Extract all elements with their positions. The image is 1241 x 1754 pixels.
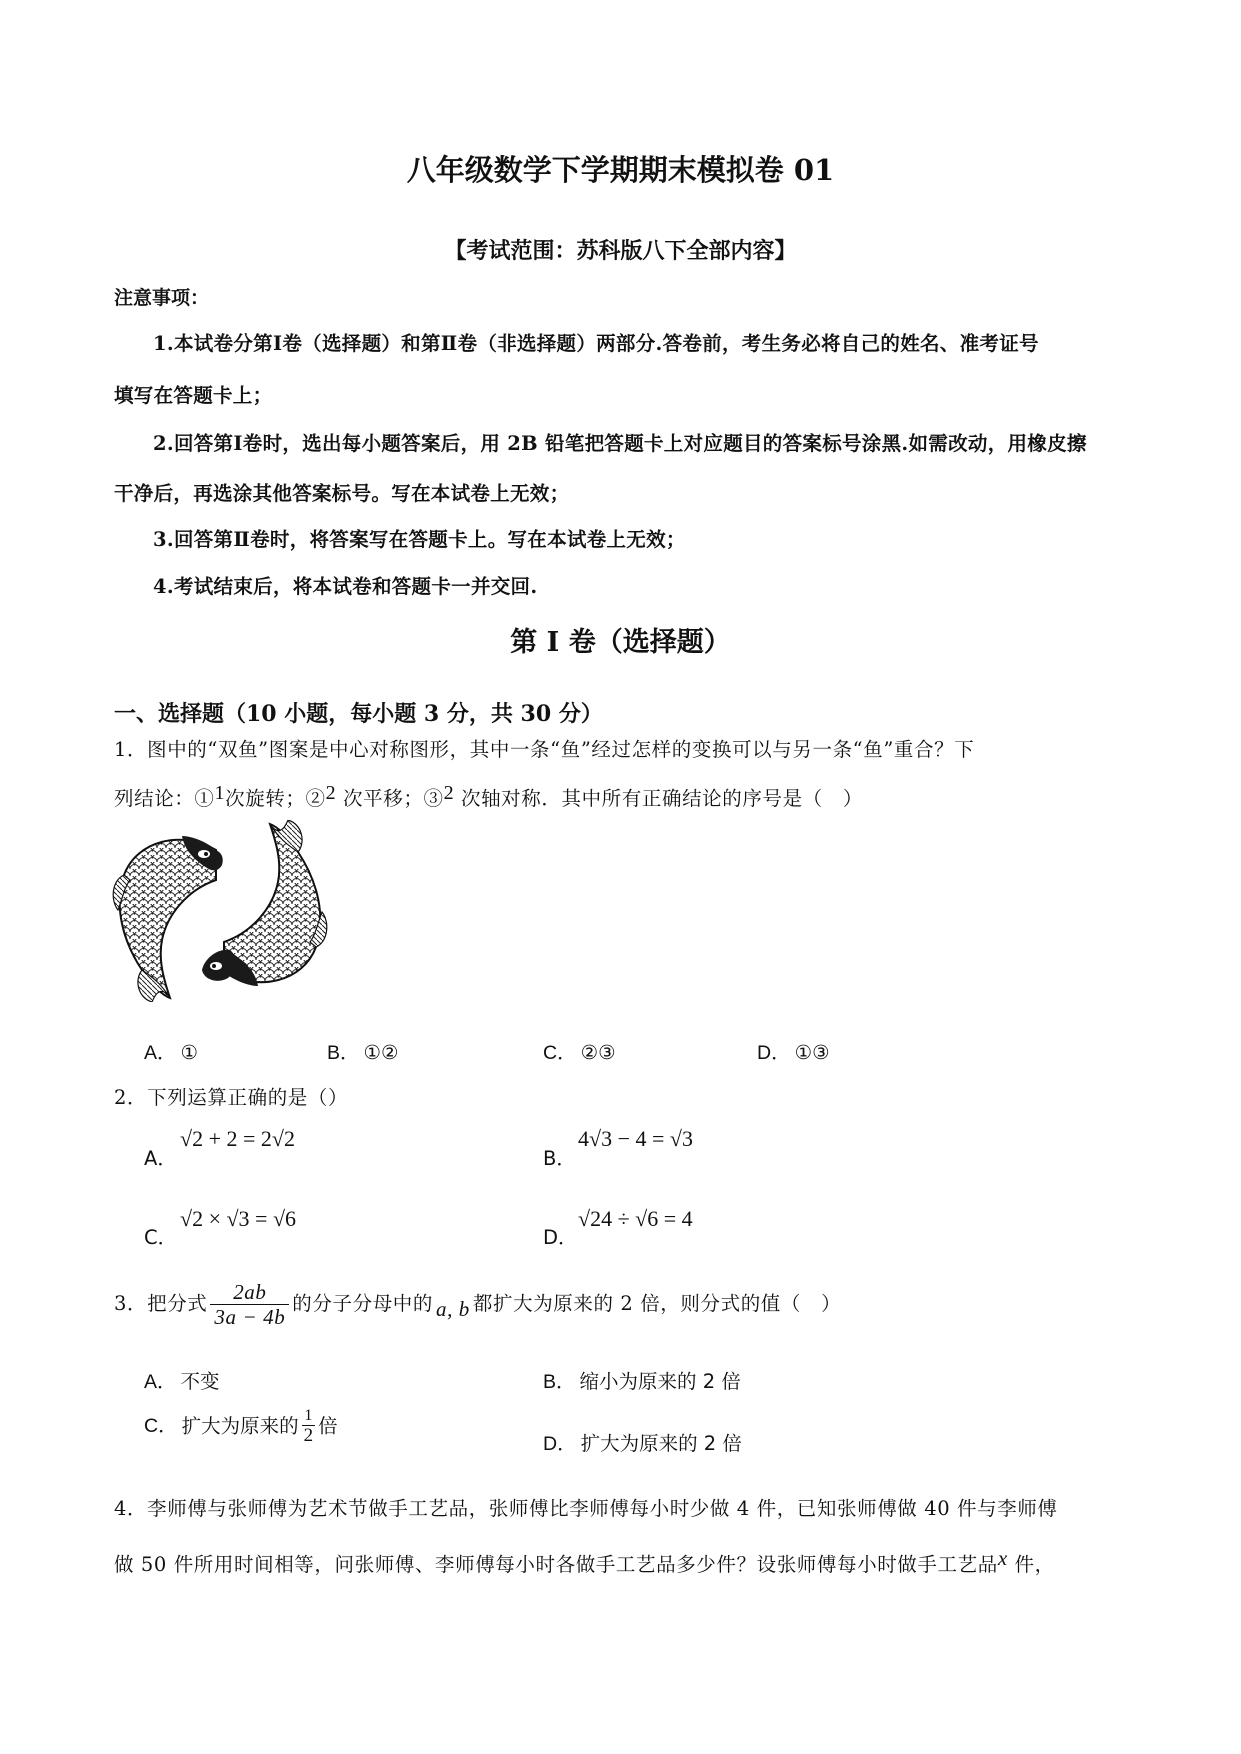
notice-item-1-cont: 填写在答题卡上； xyxy=(114,384,273,407)
notice-label: 注意事项： xyxy=(114,287,210,309)
q3-option-b[interactable]: B． 缩小为原来的 2 倍 xyxy=(543,1370,741,1393)
notice-item-2: 2.回答第Ⅰ卷时，选出每小题答案后，用 2B 铅笔把答题卡上对应题目的答案标号涂黑.如需改动，用橡皮擦 xyxy=(153,432,1087,455)
q3-option-c-fraction: $\frac{1}{2}$ xyxy=(303,1407,314,1446)
q3-fraction: $\frac{2ab}{3a - 4b}$ xyxy=(210,1280,289,1329)
section-title: 第 I 卷（选择题） xyxy=(510,627,731,658)
notice-item-3: 3.回答第Ⅱ卷时，将答案写在答题卡上。写在本试卷上无效； xyxy=(153,528,686,551)
q3-stem: 3．把分式 $\frac{2ab}{3a - 4b}$ 的分子分母中的 a, b 都扩大为原来的 2 倍，则分式的值（ ） xyxy=(114,1280,842,1330)
part-heading: 一、选择题（10 小题，每小题 3 分，共 30 分） xyxy=(114,701,603,727)
q2-option-c-letter[interactable]: C． xyxy=(144,1226,178,1249)
q1-option-a[interactable]: A． ① xyxy=(144,1041,198,1064)
exam-scope: 【考试范围：苏科版八下全部内容】 xyxy=(444,238,797,264)
q2-option-d-letter[interactable]: D． xyxy=(543,1226,578,1249)
q3-option-d[interactable]: D． 扩大为原来的 2 倍 xyxy=(543,1432,742,1455)
page-title: 八年级数学下学期期末模拟卷 01 xyxy=(406,153,835,187)
q2-option-b-expr: 4√3 − 4 = √3 xyxy=(578,1126,693,1151)
fish-lower-right xyxy=(202,820,327,986)
q2-option-a-letter[interactable]: A． xyxy=(144,1147,177,1170)
twin-fish-figure xyxy=(112,820,328,1002)
q1-option-b[interactable]: B． ①② xyxy=(327,1041,399,1064)
q2-option-b-letter[interactable]: B． xyxy=(543,1147,576,1170)
notice-item-1: 1.本试卷分第Ⅰ卷（选择题）和第Ⅱ卷（非选择题）两部分.答卷前，考生务必将自己的姓名、准考证号 xyxy=(153,332,1039,355)
q1-option-d[interactable]: D． ①③ xyxy=(757,1041,830,1064)
q4-stem-line2: 做 50 件所用时间相等，问张师傅、李师傅每小时各做手工艺品多少件？设张师傅每小时做手工艺品x 件， xyxy=(114,1546,1055,1576)
q1-stem-line2: 列结论：①1次旋转；②2 次平移；③2 次轴对称．其中所有正确结论的序号是（ ） xyxy=(114,782,863,810)
q1-option-c[interactable]: C． ②③ xyxy=(543,1041,616,1064)
fish-upper-left xyxy=(113,836,223,1002)
notice-item-4: 4.考试结束后，将本试卷和答题卡一并交回. xyxy=(153,575,538,598)
q3-option-a[interactable]: A． 不变 xyxy=(144,1370,220,1393)
notice-item-2-cont: 干净后，再选涂其他答案标号。写在本试卷上无效； xyxy=(114,482,570,505)
q4-stem-line1: 4．李师傅与张师傅为艺术节做手工艺品，张师傅比李师傅每小时少做 4 件，已知张师傅做 40 件与李师傅 xyxy=(114,1497,1058,1520)
q2-option-d-expr: √24 ÷ √6 = 4 xyxy=(578,1206,693,1231)
q2-option-a-expr: √2 + 2 = 2√2 xyxy=(180,1126,295,1151)
q2-stem: 2．下列运算正确的是（） xyxy=(114,1086,349,1109)
q1-stem-line1: 1．图中的“双鱼”图案是中心对称图形，其中一条“鱼”经过怎样的变换可以与另一条“鱼”重合？下 xyxy=(114,738,975,761)
q2-option-c-expr: √2 × √3 = √6 xyxy=(180,1206,297,1231)
q3-option-c[interactable]: C． 扩大为原来的 $\frac{1}{2}$ 倍 xyxy=(144,1407,338,1446)
